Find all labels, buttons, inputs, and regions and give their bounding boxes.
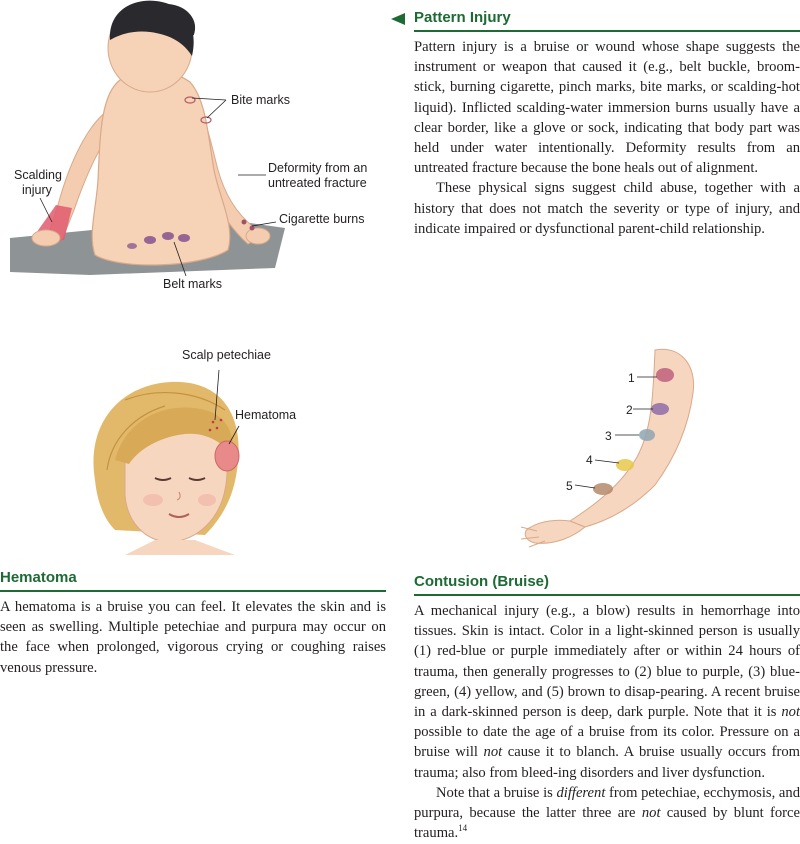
contusion-p2-not: not [641, 805, 661, 822]
contusion-para-1 [414, 601, 800, 783]
contusion-rule [414, 594, 800, 596]
pattern-injury-rule [414, 30, 800, 32]
contusion-p1-not-2: not [483, 744, 503, 761]
contusion-para-2 [414, 783, 800, 844]
pattern-injury-arrow-icon [390, 12, 406, 31]
child-abuse-illustration [0, 0, 375, 300]
contusion-heading: Contusion (Bruise) [414, 573, 549, 590]
label-bite-marks: Bite marks [231, 93, 291, 107]
label-scalding-2: injury [22, 183, 52, 197]
head-drawing [85, 360, 255, 555]
label-hematoma: Hematoma [235, 408, 297, 422]
pattern-injury-para-2: These physical signs suggest child abuse, together with a history that does not match the severity or type of injury, and indicate impaired or dysfunctional parent-child relationship. [414, 180, 800, 237]
hematoma-text: A hematoma is a bruise you can feel. It elevates the skin and is seen as swelling. Multiple petechiae and purpura may occur on the face when prolonged, vigorous crying or coughing raises venous pressure. [0, 599, 386, 676]
contusion-p1-b: possible to date the age of a bruise from its color. Pressure on a bruise will [414, 724, 800, 761]
label-scalp-petechiae: Scalp petechiae [182, 348, 271, 362]
contusion-p1-not-1: not [781, 704, 800, 721]
hematoma-body [0, 597, 386, 678]
pattern-injury-para-1: Pattern injury is a bruise or wound whose shape suggests the instrument or weapon that caused it (e.g., belt buckle, broom-stick, burning cigarette, pinch marks, bite marks, or scalding-hot liquid). Inflicted scalding-water immersion burns usually have a clear border, like a glove or sock, indicating that body part was held under water intentionally. Deformity results from an untreated fracture because the bone heals out of alignment. [414, 39, 800, 177]
label-scalding-1: Scalding [14, 168, 62, 182]
label-deformity-1: Deformity from an [268, 161, 368, 175]
label-deformity-2: untreated fracture [268, 176, 367, 190]
label-cigarette-burns: Cigarette burns [279, 212, 365, 226]
contusion-reference-14: 14 [458, 823, 468, 834]
contusion-p2-different: different [556, 784, 606, 801]
arm-drawing [515, 345, 715, 550]
contusion-p2-b: from petechiae, ecchymosis, and purpura, because the latter three are [414, 784, 800, 822]
bruise-number-5: 5 [566, 479, 573, 493]
bruise-arm-illustration [515, 345, 715, 550]
label-belt-marks: Belt marks [163, 277, 223, 291]
contusion-p2-a: Note that a bruise is [436, 784, 557, 801]
bruise-number-1: 1 [628, 371, 635, 385]
bruise-number-2: 2 [626, 403, 633, 417]
contusion-body [414, 601, 800, 843]
contusion-p1-c: cause it to blanch. A bruise usually occurs from trauma; also from bleed-ing disorders and liver dysfunction. [414, 744, 800, 781]
contusion-p1-a: A mechanical injury (e.g., a blow) results in hemorrhage into tissues. Skin is intact. Color in a light-skinned person is usually (1) red-blue or purple immediately after or within 24 hours of trauma, then generally progresses to (2) blue to purple, (3) blue-green, (4) yellow, and (5) brown to disap-pearing. A recent bruise in a dark-skinned person is deep, dark purple. Note that it is [414, 603, 800, 721]
hematoma-heading: Hematoma [0, 569, 77, 586]
pattern-injury-heading: Pattern Injury [414, 9, 511, 26]
bruise-number-4: 4 [586, 453, 593, 467]
child-drawing [0, 0, 375, 300]
bruise-number-3: 3 [605, 429, 612, 443]
pattern-injury-body [414, 37, 800, 239]
hematoma-rule [0, 590, 386, 592]
contusion-p2-c: caused by blunt force trauma. [414, 805, 800, 842]
hematoma-illustration [85, 360, 255, 555]
